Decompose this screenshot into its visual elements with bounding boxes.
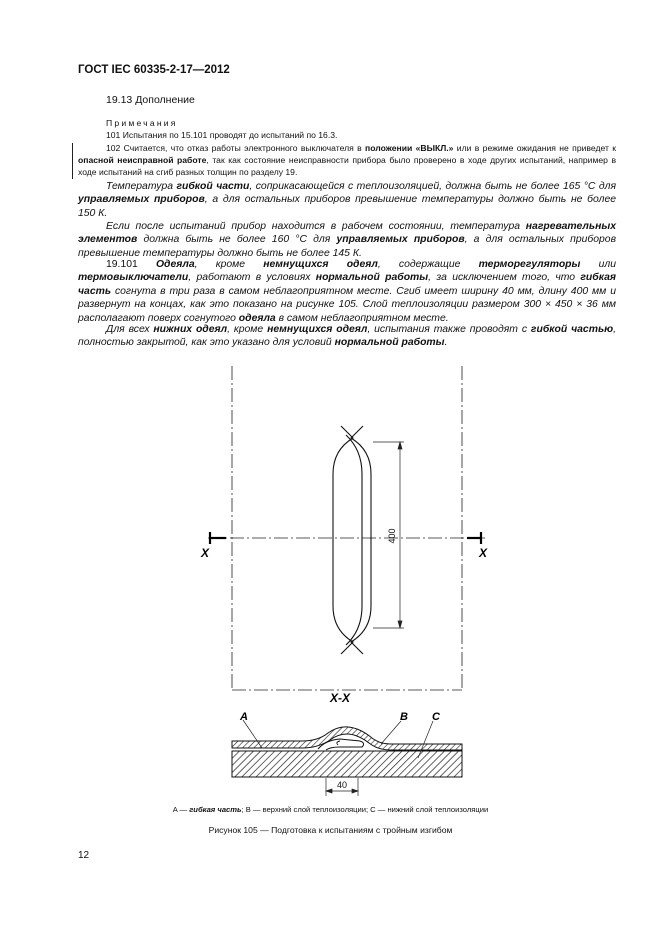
- section-label-right: X: [479, 546, 488, 560]
- label-b: B: [400, 711, 408, 723]
- insulation-outline: [232, 366, 462, 690]
- note-102: 102 Считается, что отказ работы электронного выключателя в положении «ВЫКЛ.» или в режиме ожидания не приведет к опасной неисправной работе, так как состояние неисправности прибора было проверено в ходе других испытаний, например в ходе испытаний на сгиб разных толщин по разделу 19.: [78, 143, 617, 178]
- label-c: C: [432, 711, 440, 723]
- dimension-400-label: 400: [387, 528, 397, 544]
- section-marker-right: [467, 532, 481, 544]
- paragraph-temperature-flexible: Температура гибкой части, соприкасающейся с теплоизоляцией, должна быть не более 165 °С для управляемых приборов, а для остальных приборов превышение температуры должно быть не более 150 К.: [78, 181, 616, 219]
- document-header: ГОСТ IEC 60335-2-17—2012: [78, 64, 230, 76]
- paragraph-19-101: 19.101 Одеяла, кроме немнущихся одеял, содержащие терморегуляторы или термовыключатели, работают в условиях нормальной работы, за исключением того, что гибкая часть согнута в три раза в самом неблагоприятном месте. Сгиб имеет ширину 40 мм, длину 400 мм и развернут на концах, как это показано на рисунке 105. Слой теплоизоляции размером 300 × 450 × 36 мм располагают поверх согнутого одеяла в самом неблагоприятном месте.: [78, 259, 617, 324]
- label-a: A: [240, 711, 248, 723]
- folded-flexible-part: [333, 426, 371, 654]
- section-view-title: X-X: [329, 691, 351, 705]
- paragraph-underblankets: Для всех нижних одеял, кроме немнущихся одеял, испытания также проводят с гибкой частью, полностью закрытой, как это указано для условий нормальной работы.: [78, 324, 616, 349]
- figure-caption: Рисунок 105 — Подготовка к испытаниям с тройным изгибом: [208, 825, 453, 835]
- notes-title: Примечания: [106, 118, 178, 128]
- figure-legend: A — гибкая часть; B — верхний слой теплоизоляции; C — нижний слой теплоизоляции: [172, 805, 489, 814]
- paragraph-temperature-heating: Если после испытаний прибор находится в рабочем состоянии, температура нагревательных элементов должна быть не более 160 °С для управляемых приборов, а для остальных приборов превышение температуры должно быть не более 145 К.: [78, 221, 617, 259]
- section-title: 19.13 Дополнение: [106, 94, 195, 106]
- note-101: 101 Испытания по 15.101 проводят до испытаний по 16.3.: [106, 130, 338, 140]
- page-number: 12: [78, 850, 90, 861]
- dimension-40-label: 40: [336, 780, 348, 790]
- section-label-left: X: [201, 546, 210, 560]
- section-marker-left: [210, 532, 226, 544]
- lower-insulation: [232, 751, 462, 777]
